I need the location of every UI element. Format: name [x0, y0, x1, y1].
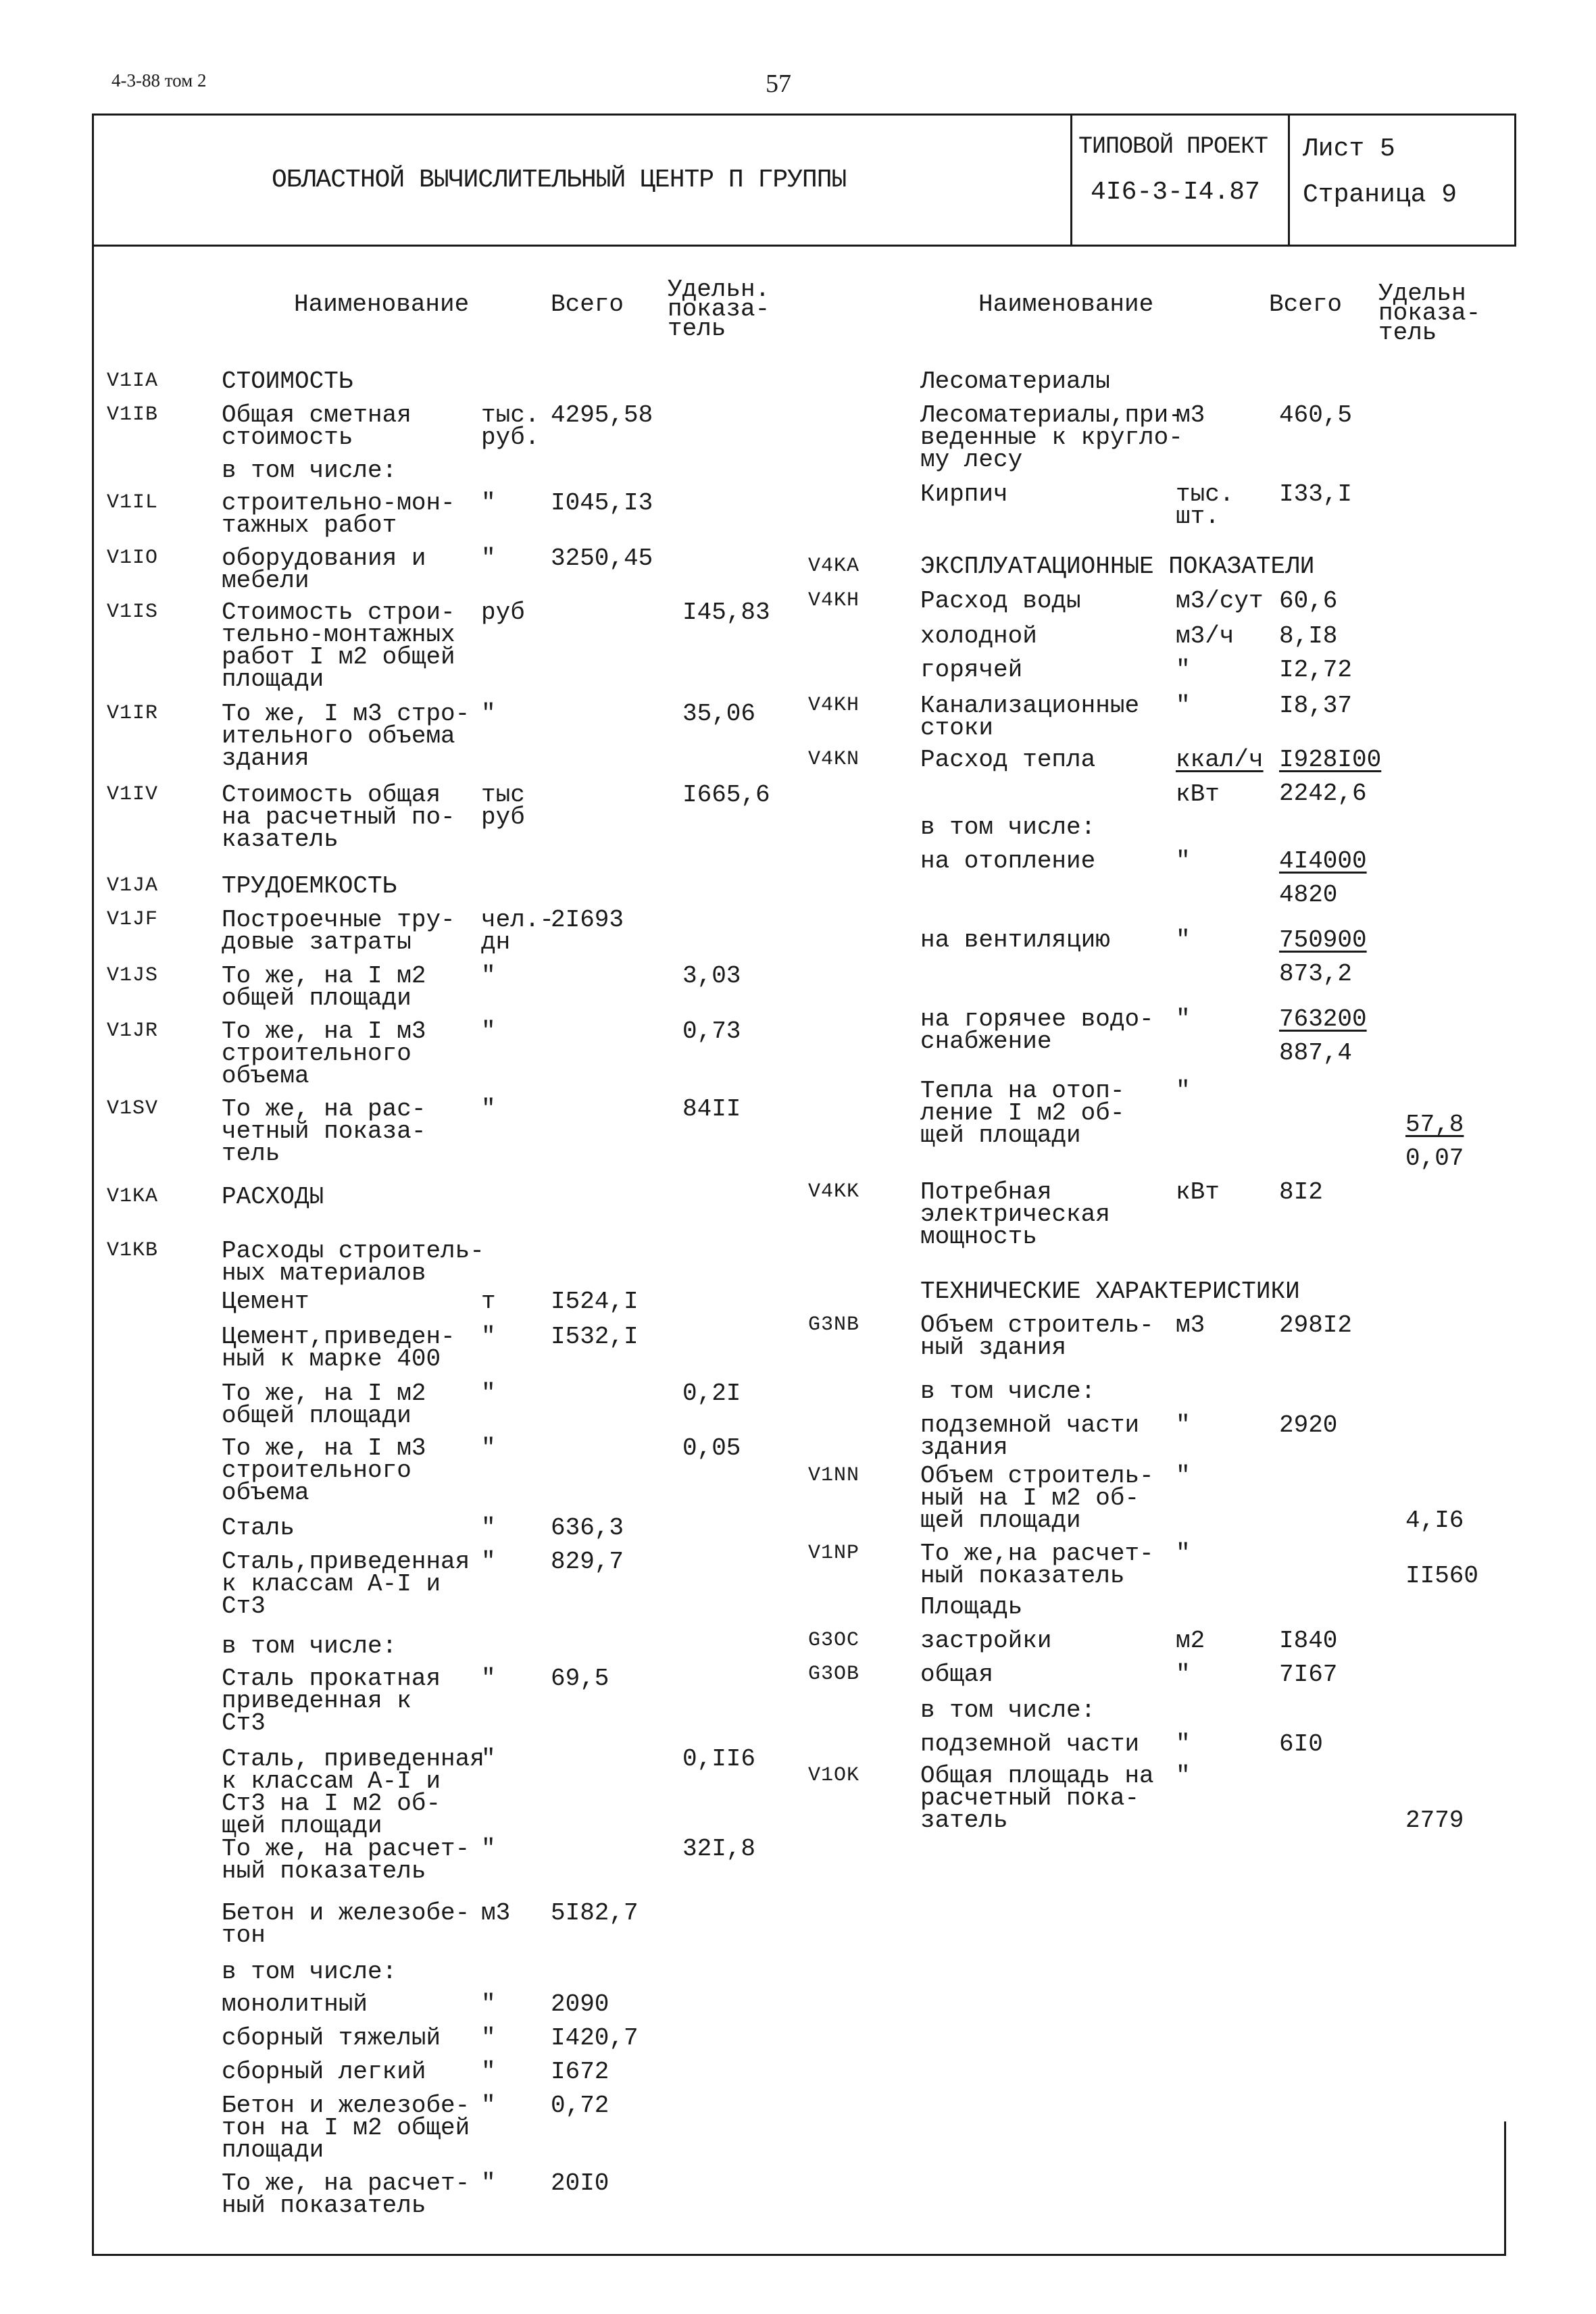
row-name: Общая сметная	[222, 401, 412, 429]
row-unit: дн	[481, 928, 511, 956]
row-unit: "	[1176, 692, 1191, 720]
row-total: 0,72	[551, 2092, 609, 2119]
row-name: электрическая	[920, 1201, 1110, 1228]
row-name: тельно-монтажных	[222, 621, 455, 649]
row-unit: "	[481, 962, 496, 990]
row-total: 69,5	[551, 1665, 609, 1692]
row-specific: 3,03	[682, 962, 741, 990]
row-unit: "	[1176, 1730, 1191, 1758]
right-header-name: Наименование	[978, 291, 1154, 318]
row-unit: "	[481, 2024, 496, 2052]
row-name: казатель	[222, 826, 339, 853]
row-name: Сталь,приведенная	[222, 1548, 470, 1576]
row-name: на расчетный по-	[222, 803, 455, 831]
page-label: Страница 9	[1303, 180, 1457, 209]
project-number: 4I6-3-I4.87	[1091, 178, 1260, 207]
row-name: на горячее водо-	[920, 1005, 1154, 1033]
row-total: I420,7	[551, 2024, 639, 2052]
row-unit: тыс	[481, 781, 525, 809]
row-name: затель	[920, 1807, 1008, 1834]
row-total: 20I0	[551, 2169, 609, 2197]
row-name: в том числе:	[222, 1958, 397, 1986]
row-specific: 35,06	[682, 700, 756, 728]
row-name: сборный тяжелый	[222, 2024, 441, 2052]
row-unit: м3	[1176, 401, 1205, 429]
frame-right-line	[1514, 114, 1516, 247]
row-unit: шт.	[1176, 503, 1220, 530]
row-name: Расходы строитель-	[222, 1237, 484, 1265]
row-total: 887,4	[1279, 1039, 1353, 1067]
row-unit: м3	[1176, 1311, 1205, 1339]
row-unit: "	[481, 2058, 496, 2086]
row-code: V1OK	[808, 1764, 860, 1787]
row-name: То же, на I м3	[222, 1017, 426, 1045]
row-name: Сталь прокатная	[222, 1665, 441, 1692]
row-name: ТРУДОЕМКОСТЬ	[222, 872, 397, 900]
row-name: ный на I м2 об-	[920, 1484, 1140, 1512]
row-unit: "	[1176, 656, 1191, 684]
row-total: I840	[1279, 1627, 1338, 1655]
row-specific: 0,07	[1405, 1145, 1464, 1172]
row-code: V1KA	[107, 1185, 159, 1208]
row-name: Стоимость общая	[222, 781, 441, 809]
row-name: То же, I м3 стро-	[222, 700, 470, 728]
row-name: РАСХОДЫ	[222, 1183, 324, 1211]
row-name: То же, на I м3	[222, 1434, 426, 1462]
row-name: ление I м2 об-	[920, 1099, 1125, 1127]
row-name: Цемент,приведен-	[222, 1323, 455, 1351]
row-code: V1IL	[107, 491, 159, 514]
row-specific: 0,05	[682, 1434, 741, 1462]
row-name: тажных работ	[222, 511, 397, 539]
row-name: Потребная	[920, 1178, 1052, 1206]
row-name: щей площади	[920, 1122, 1081, 1149]
row-code: V1SV	[107, 1097, 159, 1120]
row-name: строительного	[222, 1457, 412, 1484]
row-unit: руб	[481, 599, 525, 626]
row-unit: "	[481, 1434, 496, 1462]
row-name: четный показа-	[222, 1117, 426, 1145]
row-name: То же, на I м2	[222, 962, 426, 990]
row-total: I532,I	[551, 1323, 639, 1351]
row-specific: I45,83	[682, 599, 770, 626]
row-total: 60,6	[1279, 587, 1338, 615]
row-total: 2090	[551, 1990, 609, 2018]
row-unit: "	[1176, 1462, 1191, 1490]
row-name: То же, на расчет-	[222, 1835, 470, 1863]
row-unit: м2	[1176, 1627, 1205, 1655]
row-specific: 0,73	[682, 1017, 741, 1045]
row-unit: руб	[481, 803, 525, 831]
title-divider-1	[1070, 114, 1072, 247]
row-name: Ст3 на I м2 об-	[222, 1790, 441, 1817]
row-code: V4KH	[808, 589, 860, 612]
row-unit: ккал/ч	[1176, 746, 1264, 774]
row-name: тон	[222, 1921, 266, 1949]
row-name: к классам А-I и	[222, 1767, 441, 1795]
frame-right-bottom-line	[1504, 2121, 1506, 2255]
row-name: Расход тепла	[920, 746, 1096, 774]
row-name: Бетон и железобе-	[222, 2092, 470, 2119]
row-name: в том числе:	[222, 457, 397, 484]
row-name: площади	[222, 665, 324, 693]
row-unit: "	[481, 1514, 496, 1542]
row-code: V1JR	[107, 1020, 159, 1042]
row-unit: "	[481, 2092, 496, 2119]
row-name: Бетон и железобе-	[222, 1899, 470, 1927]
row-code: V1IA	[107, 370, 159, 393]
row-name: Лесоматериалы	[920, 368, 1110, 395]
row-name: Сталь	[222, 1514, 295, 1542]
row-name: ный показатель	[920, 1562, 1125, 1590]
row-name: работ I м2 общей	[222, 643, 455, 671]
row-unit: "	[1176, 847, 1191, 875]
row-name: подземной части	[920, 1730, 1140, 1758]
left-header-name: Наименование	[294, 291, 470, 318]
row-name: снабжение	[920, 1028, 1052, 1055]
row-total: 4I4000	[1279, 847, 1367, 875]
row-name: объема	[222, 1062, 309, 1090]
row-name: сборный легкий	[222, 2058, 426, 2086]
row-total: I8,37	[1279, 692, 1353, 720]
row-code: V1JF	[107, 908, 159, 931]
row-name: мебели	[222, 567, 309, 595]
row-name: строительно-мон-	[222, 489, 455, 517]
row-name: Площадь	[920, 1593, 1023, 1621]
row-code: V1IR	[107, 702, 159, 725]
row-name: тон на I м2 общей	[222, 2114, 470, 2142]
document-title: ОБЛАСТНОЙ ВЫЧИСЛИТЕЛЬНЫЙ ЦЕНТР П ГРУППЫ	[272, 166, 847, 195]
row-total: 7I67	[1279, 1661, 1338, 1688]
row-total: 2I693	[551, 906, 624, 934]
row-name: стоимость	[222, 424, 353, 451]
row-unit: "	[481, 1745, 496, 1773]
row-name: Ст3	[222, 1592, 266, 1620]
row-code: V1KB	[107, 1239, 159, 1262]
row-unit: кВт	[1176, 780, 1220, 808]
row-code: V1JA	[107, 874, 159, 897]
row-total: I2,72	[1279, 656, 1353, 684]
row-specific: 84II	[682, 1095, 741, 1123]
row-name: Цемент	[222, 1288, 309, 1315]
row-name: подземной части	[920, 1411, 1140, 1439]
row-unit: "	[481, 1548, 496, 1576]
row-specific: 4,I6	[1405, 1507, 1464, 1534]
row-unit: "	[481, 700, 496, 728]
row-name: мощность	[920, 1223, 1037, 1251]
row-name: То же, на I м2	[222, 1380, 426, 1407]
row-unit: м3	[481, 1899, 511, 1927]
row-code: V1JS	[107, 964, 159, 987]
row-name: ный к марке 400	[222, 1345, 441, 1373]
row-name: ных материалов	[222, 1259, 426, 1287]
row-total: I672	[551, 2058, 609, 2086]
row-unit: "	[481, 545, 496, 572]
row-total: 3250,45	[551, 545, 653, 572]
row-total: 6I0	[1279, 1730, 1323, 1758]
row-total: I928I00	[1279, 746, 1382, 774]
row-specific: 0,II6	[682, 1745, 756, 1773]
row-name: То же, на расчет-	[222, 2169, 470, 2197]
row-code: V1IO	[107, 547, 159, 570]
row-specific: II560	[1405, 1562, 1479, 1590]
row-name: СТОИМОСТЬ	[222, 368, 353, 395]
row-code: V1NP	[808, 1542, 860, 1565]
row-total: 4295,58	[551, 401, 653, 429]
row-total: 750900	[1279, 926, 1367, 954]
row-code: V4KK	[808, 1180, 860, 1203]
row-code: V4KH	[808, 694, 860, 717]
row-unit: "	[481, 1095, 496, 1123]
row-total: 5I82,7	[551, 1899, 639, 1927]
row-unit: "	[1176, 1762, 1191, 1790]
row-name: довые затраты	[222, 928, 412, 956]
title-divider-2	[1288, 114, 1290, 247]
row-code: V1IV	[107, 783, 159, 806]
row-name: стоки	[920, 714, 994, 742]
row-name: на отопление	[920, 847, 1096, 875]
row-name: щей площади	[920, 1507, 1081, 1534]
row-total: 636,3	[551, 1514, 624, 1542]
row-name: му лесу	[920, 446, 1023, 474]
row-name: приведенная к	[222, 1687, 412, 1715]
row-unit: "	[1176, 1411, 1191, 1439]
project-label: ТИПОВОЙ ПРОЕКТ	[1078, 133, 1268, 160]
row-name: Построечные тру-	[222, 906, 455, 934]
row-name: монолитный	[222, 1990, 368, 2018]
row-code: V1NN	[808, 1464, 860, 1487]
row-name: ТЕХНИЧЕСКИЕ ХАРАКТЕРИСТИКИ	[920, 1278, 1300, 1305]
row-specific: 0,2I	[682, 1380, 741, 1407]
row-name: холодной	[920, 622, 1037, 650]
row-code: V1IB	[107, 403, 159, 426]
frame-top-line	[92, 114, 1516, 116]
row-name: Канализационные	[920, 692, 1140, 720]
row-unit: "	[481, 489, 496, 517]
frame-bottom-line	[92, 2254, 1506, 2256]
row-unit: руб.	[481, 424, 540, 451]
row-name: То же, на рас-	[222, 1095, 426, 1123]
row-name: расчетный пока-	[920, 1784, 1140, 1812]
row-name: здания	[222, 745, 309, 772]
row-name: объема	[222, 1479, 309, 1507]
row-name: горячей	[920, 656, 1023, 684]
row-code: V1IS	[107, 601, 159, 624]
row-name: Лесоматериалы,при-	[920, 401, 1183, 429]
row-name: Сталь, приведенная	[222, 1745, 484, 1773]
frame-left-line	[92, 114, 94, 2255]
row-unit: тыс.	[1176, 480, 1235, 508]
row-unit: "	[481, 1990, 496, 2018]
row-unit: "	[481, 1323, 496, 1351]
row-unit: "	[1176, 1077, 1191, 1105]
row-unit: "	[1176, 1005, 1191, 1033]
row-unit: т	[481, 1288, 496, 1315]
row-unit: "	[1176, 1661, 1191, 1688]
row-name: Кирпич	[920, 480, 1008, 508]
row-name: Объем строитель-	[920, 1311, 1154, 1339]
page-number: 57	[766, 70, 791, 98]
row-name: тель	[222, 1140, 280, 1167]
row-name: в том числе:	[920, 813, 1096, 841]
row-name: ительного объема	[222, 722, 455, 750]
row-unit: "	[481, 1835, 496, 1863]
row-name: общей площади	[222, 1402, 412, 1430]
row-unit: м3/ч	[1176, 622, 1235, 650]
row-specific: I665,6	[682, 781, 770, 809]
row-unit: "	[1176, 926, 1191, 954]
row-name: ный показатель	[222, 2192, 426, 2219]
right-header-total: Всего	[1269, 291, 1343, 318]
row-name: в том числе:	[222, 1632, 397, 1660]
row-name: на вентиляцию	[920, 926, 1110, 954]
row-unit: кВт	[1176, 1178, 1220, 1206]
row-name: строительного	[222, 1040, 412, 1067]
doc-reference: 4-3-88 том 2	[111, 70, 207, 91]
row-unit: "	[481, 1380, 496, 1407]
row-total: 460,5	[1279, 401, 1353, 429]
row-name: Стоимость строи-	[222, 599, 455, 626]
row-unit: тыс.	[481, 401, 540, 429]
row-name: Общая площадь на	[920, 1762, 1154, 1790]
row-unit: "	[481, 1665, 496, 1692]
row-total: 2920	[1279, 1411, 1338, 1439]
row-total: I524,I	[551, 1288, 639, 1315]
row-code: G3OB	[808, 1663, 860, 1686]
row-code: V4KA	[808, 555, 860, 578]
row-unit: "	[1176, 1540, 1191, 1567]
row-name: веденные к кругло-	[920, 424, 1183, 451]
row-total: 8,I8	[1279, 622, 1338, 650]
left-header-total: Всего	[551, 291, 624, 318]
row-unit: "	[481, 2169, 496, 2197]
row-name: общей площади	[222, 984, 412, 1012]
row-name: в том числе:	[920, 1378, 1096, 1405]
row-unit: чел.-	[481, 906, 555, 934]
row-specific: 57,8	[1405, 1111, 1464, 1138]
row-specific: 32I,8	[682, 1835, 756, 1863]
left-header-specific: Удельн. показа- тель	[668, 276, 770, 343]
row-name: Ст3	[222, 1709, 266, 1737]
row-total: 298I2	[1279, 1311, 1353, 1339]
row-name: общая	[920, 1661, 994, 1688]
row-unit: м3/сут	[1176, 587, 1264, 615]
row-name: в том числе:	[920, 1696, 1096, 1724]
row-code: G3OC	[808, 1629, 860, 1652]
frame-title-bottom-line	[92, 245, 1516, 247]
row-name: здания	[920, 1434, 1008, 1461]
row-name: Объем строитель-	[920, 1462, 1154, 1490]
row-name: То же,на расчет-	[920, 1540, 1154, 1567]
row-name: застройки	[920, 1627, 1052, 1655]
row-total: 873,2	[1279, 960, 1353, 988]
row-name: к классам А-I и	[222, 1570, 441, 1598]
row-specific: 2779	[1405, 1807, 1464, 1834]
row-unit: "	[481, 1017, 496, 1045]
row-total: 829,7	[551, 1548, 624, 1576]
row-total: 4820	[1279, 881, 1338, 909]
row-name: ный показатель	[222, 1857, 426, 1885]
row-total: 2242,6	[1279, 780, 1367, 807]
row-name: щей площади	[222, 1812, 382, 1840]
row-name: Тепла на отоп-	[920, 1077, 1125, 1105]
row-code: V4KN	[808, 748, 860, 771]
row-total: I045,I3	[551, 489, 653, 517]
sheet-label: Лист 5	[1303, 134, 1395, 164]
row-total: I33,I	[1279, 480, 1353, 508]
row-total: 8I2	[1279, 1178, 1323, 1206]
right-header-specific: Удельн показа- тель	[1378, 280, 1481, 347]
row-code: G3NB	[808, 1313, 860, 1336]
row-name: площади	[222, 2136, 324, 2164]
row-name: ный здания	[920, 1334, 1067, 1361]
row-name: ЭКСПЛУАТАЦИОННЫЕ ПОКАЗАТЕЛИ	[920, 553, 1315, 580]
row-name: оборудования и	[222, 545, 426, 572]
row-name: Расход воды	[920, 587, 1081, 615]
row-total: 763200	[1279, 1005, 1367, 1033]
